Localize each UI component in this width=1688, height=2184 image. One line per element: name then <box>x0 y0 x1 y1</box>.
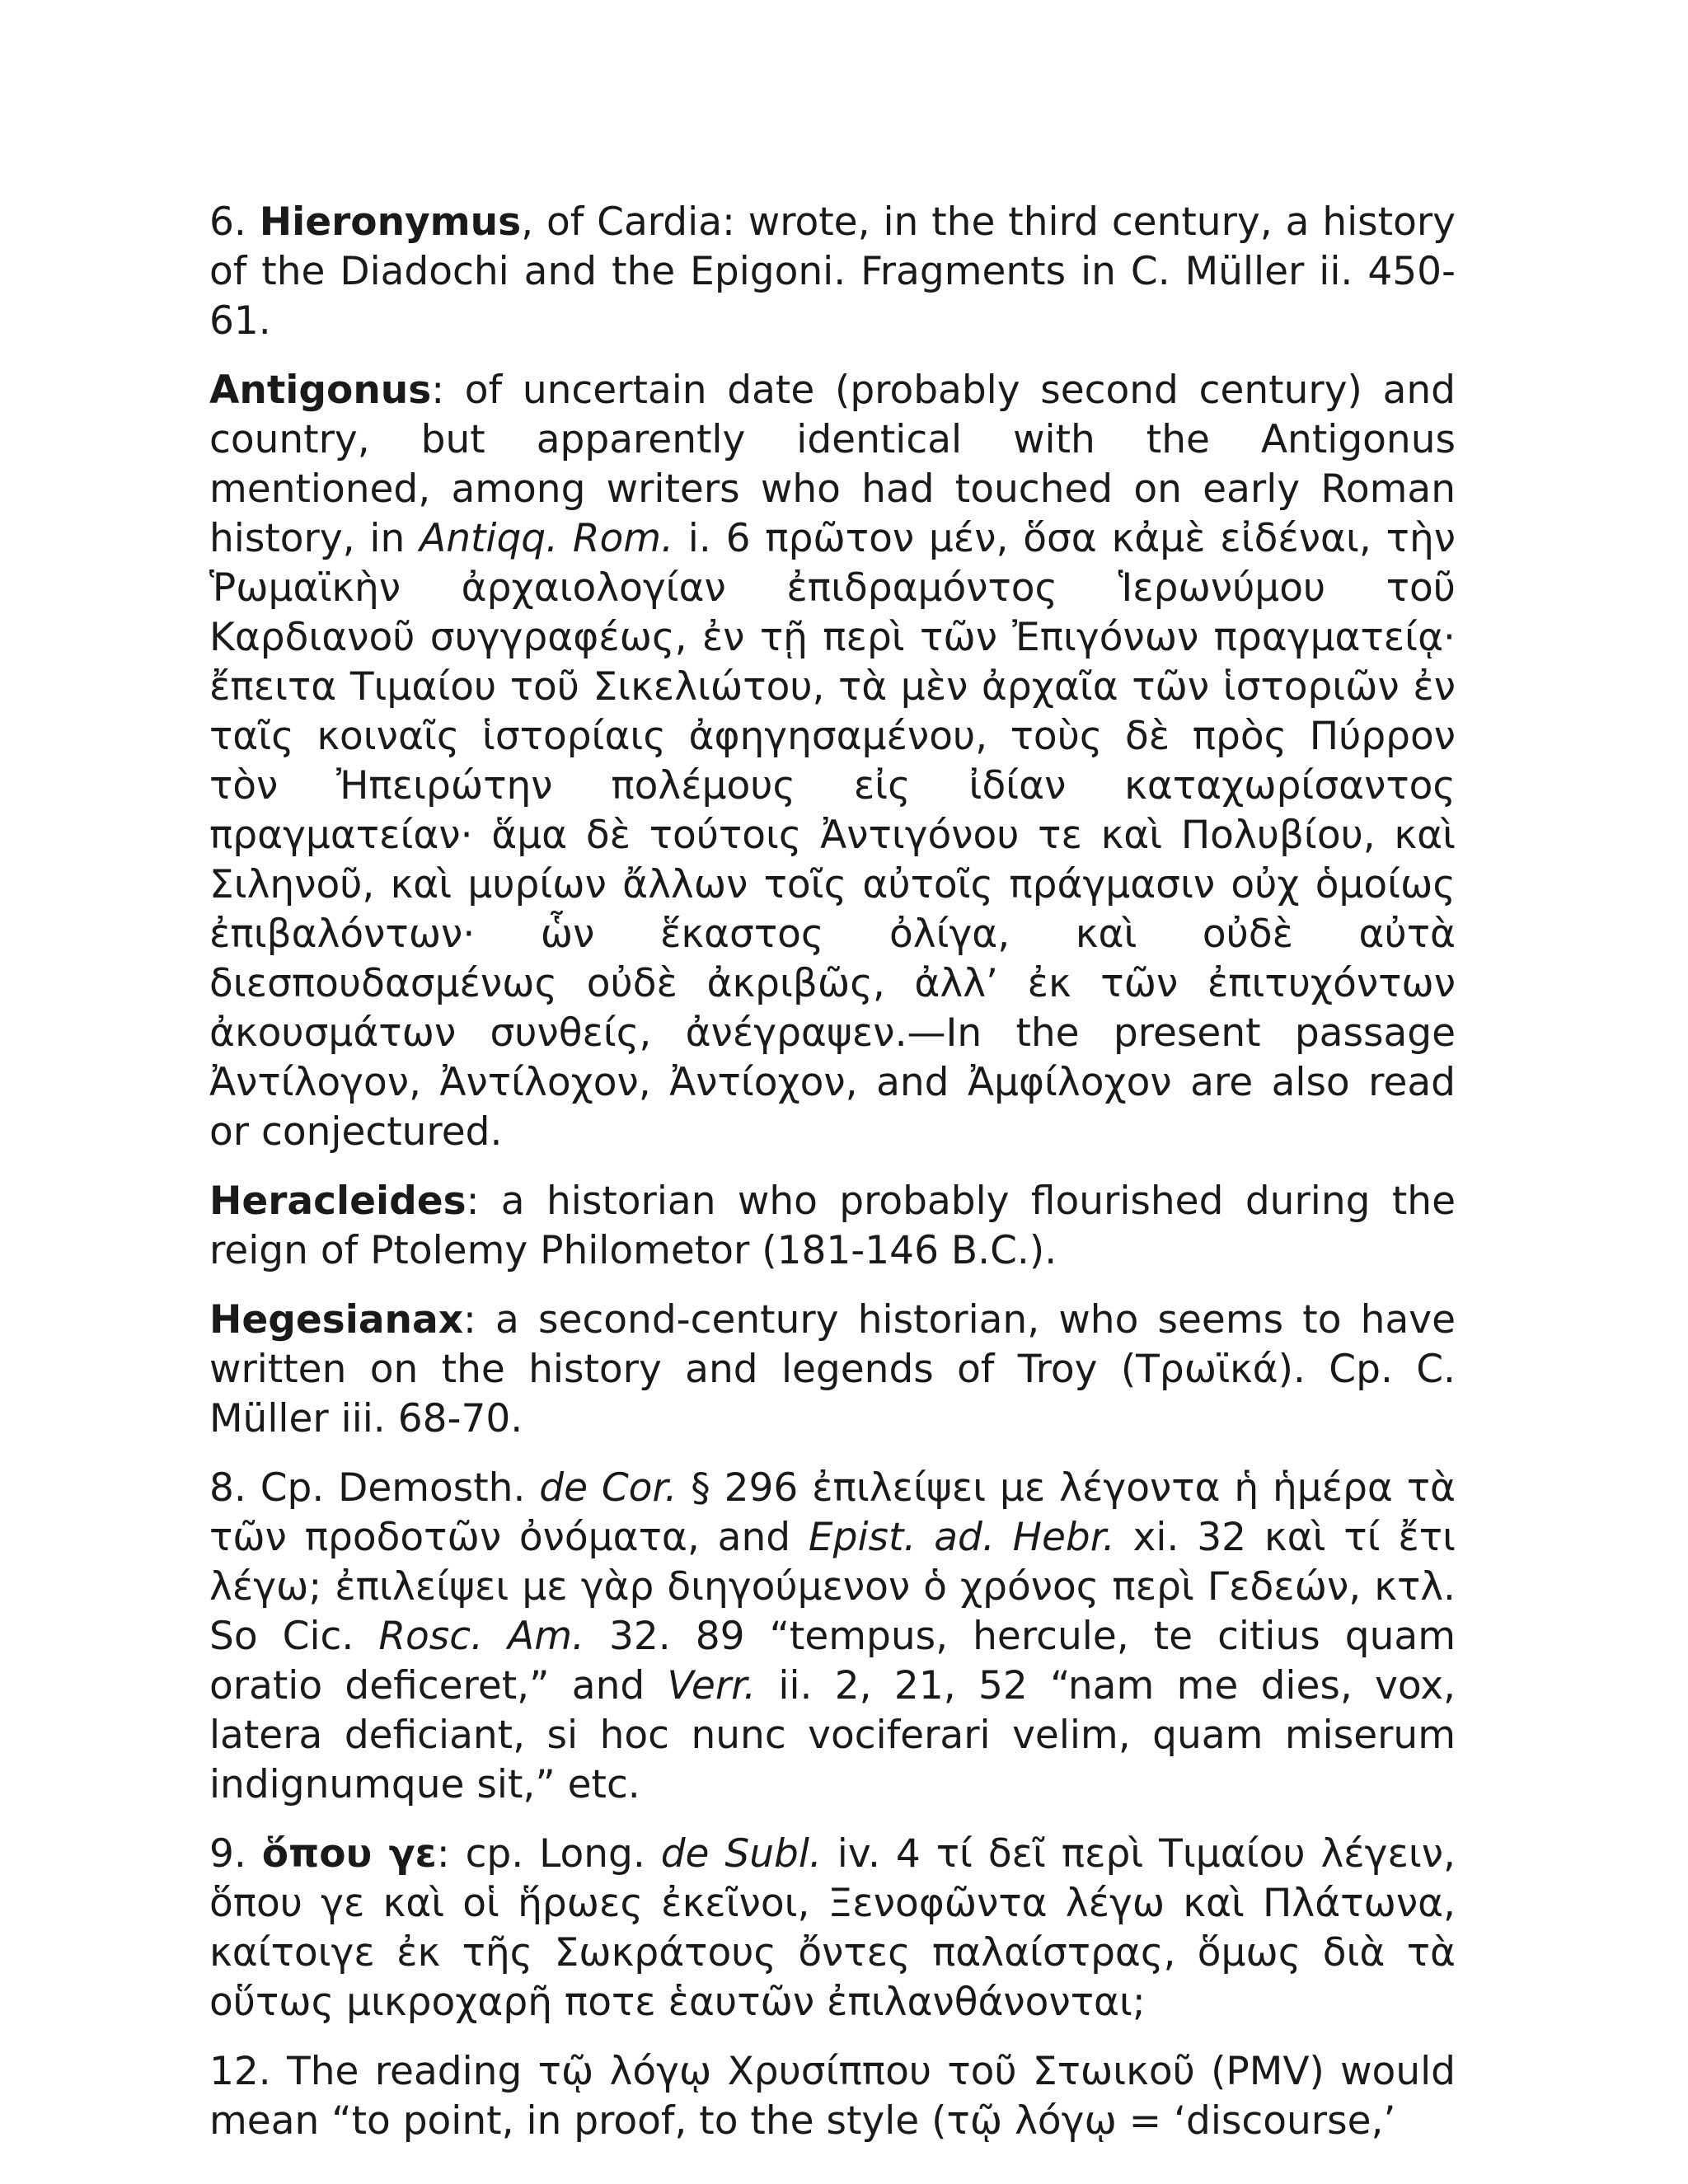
note-text: xi. 32 καὶ τί ἔτι λέγω; ἐπιλείψει με γὰρ διηγούμενον ὁ χρόνος περὶ Γεδεών, κτλ. So Cic. <box>209 1515 1456 1659</box>
note-text: i. 6 πρῶτον μέν, ὅσα κἀμὲ εἰδέναι, τὴν Ῥωμαϊκὴν ἀρχαιολογίαν ἐπιδραμόντος Ἱερωνύμου τοῦ Καρδιανοῦ συγγραφέως, ἐν τῇ περὶ τῶν Ἐπιγόνων πραγματείᾳ· ἔπειτα Τιμαίου τοῦ Σικελιώτου, τὰ μὲν ἀρχαῖα τῶν ἱστοριῶν ἐν ταῖς κοιναῖς ἱστορίαις ἀφηγησαμένου, τοὺς δὲ πρὸς Πύρρον τὸν Ἠπειρώτην πολέμους εἰς ἰδίαν καταχωρίσαντος πραγματείαν· ἅμα δὲ τούτοις Ἀντιγόνου τε καὶ Πολυβίου, καὶ Σιληνοῦ, καὶ μυρίων ἄλλων τοῖς αὐτοῖς πράγμασιν οὐχ ὁμοίως ἐπιβαλόντων· ὧν ἕκαστος ὀλίγα, καὶ οὐδὲ αὐτὰ διεσπουδασμένως οὐδὲ ἀκριβῶς, ἀλλ’ ἐκ τῶν ἐπιτυχόντων ἀκουσμάτων συνθείς, ἀνέγραψεν.—In the present passage Ἀντίλογον, Ἀντίλοχον, Ἀντίοχον, and Ἀμφίλοχον are also read or conjectured. <box>209 516 1456 1155</box>
work-reference: Rosc. Am. <box>378 1614 584 1659</box>
document-page <box>209 198 1456 2146</box>
note-text: ii. 2, 21, 52 “nam me dies, vox, latera deficiant, si hoc nunc vociferari velim, quam miserum indignumque sit,” etc. <box>209 1663 1456 1807</box>
note-number: 9. <box>209 1831 246 1877</box>
note-text: § 296 ἐπιλείψει με λέγοντα ἡ ἡμέρα τὰ τῶν προδοτῶν ὀνόματα, and <box>209 1465 1456 1560</box>
note-text: : a historian who probably flourished during the reign of Ptolemy Philometor (181-146 <box>209 1179 1456 1273</box>
entry-name: Hegesianax <box>209 1297 464 1343</box>
work-reference: Verr. <box>667 1663 757 1708</box>
entry-name: Antigonus <box>209 368 432 413</box>
entry-name: ὅπου γε <box>261 1831 437 1877</box>
work-reference: de Cor. <box>539 1465 678 1511</box>
note-text: : of uncertain date (probably second century) and country, but apparently identical with the Antigonus mentioned, among writers who had touched on early Roman history, in <box>209 368 1456 561</box>
note-text: 8. Cp. Demosth. <box>209 1465 540 1511</box>
work-reference: Epist. ad. Hebr. <box>808 1515 1115 1560</box>
entry-name: Heracleides <box>209 1179 467 1224</box>
note-hegesianax <box>209 1296 1456 1444</box>
entry-name: Hieronymus <box>259 199 522 245</box>
note-number: 6. <box>209 199 246 245</box>
note-text: ). <box>1029 1228 1057 1273</box>
note-8 <box>209 1464 1456 1810</box>
work-reference: Antiqq. Rom. <box>420 516 674 561</box>
note-6-hieronymus <box>209 198 1456 346</box>
work-reference: de Subl. <box>660 1831 822 1877</box>
note-12 <box>209 2047 1456 2146</box>
note-text: iv. 4 τί δεῖ περὶ Τιμαίου λέγειν, ὅπου γε καὶ οἱ ἥρωες ἐκεῖνοι, Ξενοφῶντα λέγω καὶ Πλάτωνα, καίτοιγε ἐκ τῆς Σωκράτους ὄντες παλαίστρας, ὅμως διὰ τὰ οὕτως μικροχαρῆ ποτε ἑαυτῶν ἐπιλανθάνονται; <box>209 1831 1456 2025</box>
note-antigonus <box>209 366 1456 1157</box>
note-text: 32. 89 “tempus, hercule, te citius quam oratio deficeret,” and <box>209 1614 1456 1708</box>
note-text: : a second-century historian, who seems to have written on the history and legends of Troy (Τρωϊκά). Cp. C. Müller iii. 68-70. <box>209 1297 1456 1441</box>
note-text: , of Cardia: wrote, in the third century, a history of the Diadochi and the Epigoni. Fragments in C. Müller ii. 450-61. <box>209 199 1456 344</box>
note-9 <box>209 1830 1456 2027</box>
note-heracleides <box>209 1177 1456 1276</box>
era-abbreviation: B.C. <box>950 1228 1029 1273</box>
note-text: : cp. Long. <box>436 1831 661 1877</box>
note-text: 12. The reading τῷ λόγῳ Χρυσίππου τοῦ Στωικοῦ (PMV) would mean “to point, in proof, to the style (τῷ λόγῳ = ‘discourse,’ <box>209 2049 1456 2144</box>
